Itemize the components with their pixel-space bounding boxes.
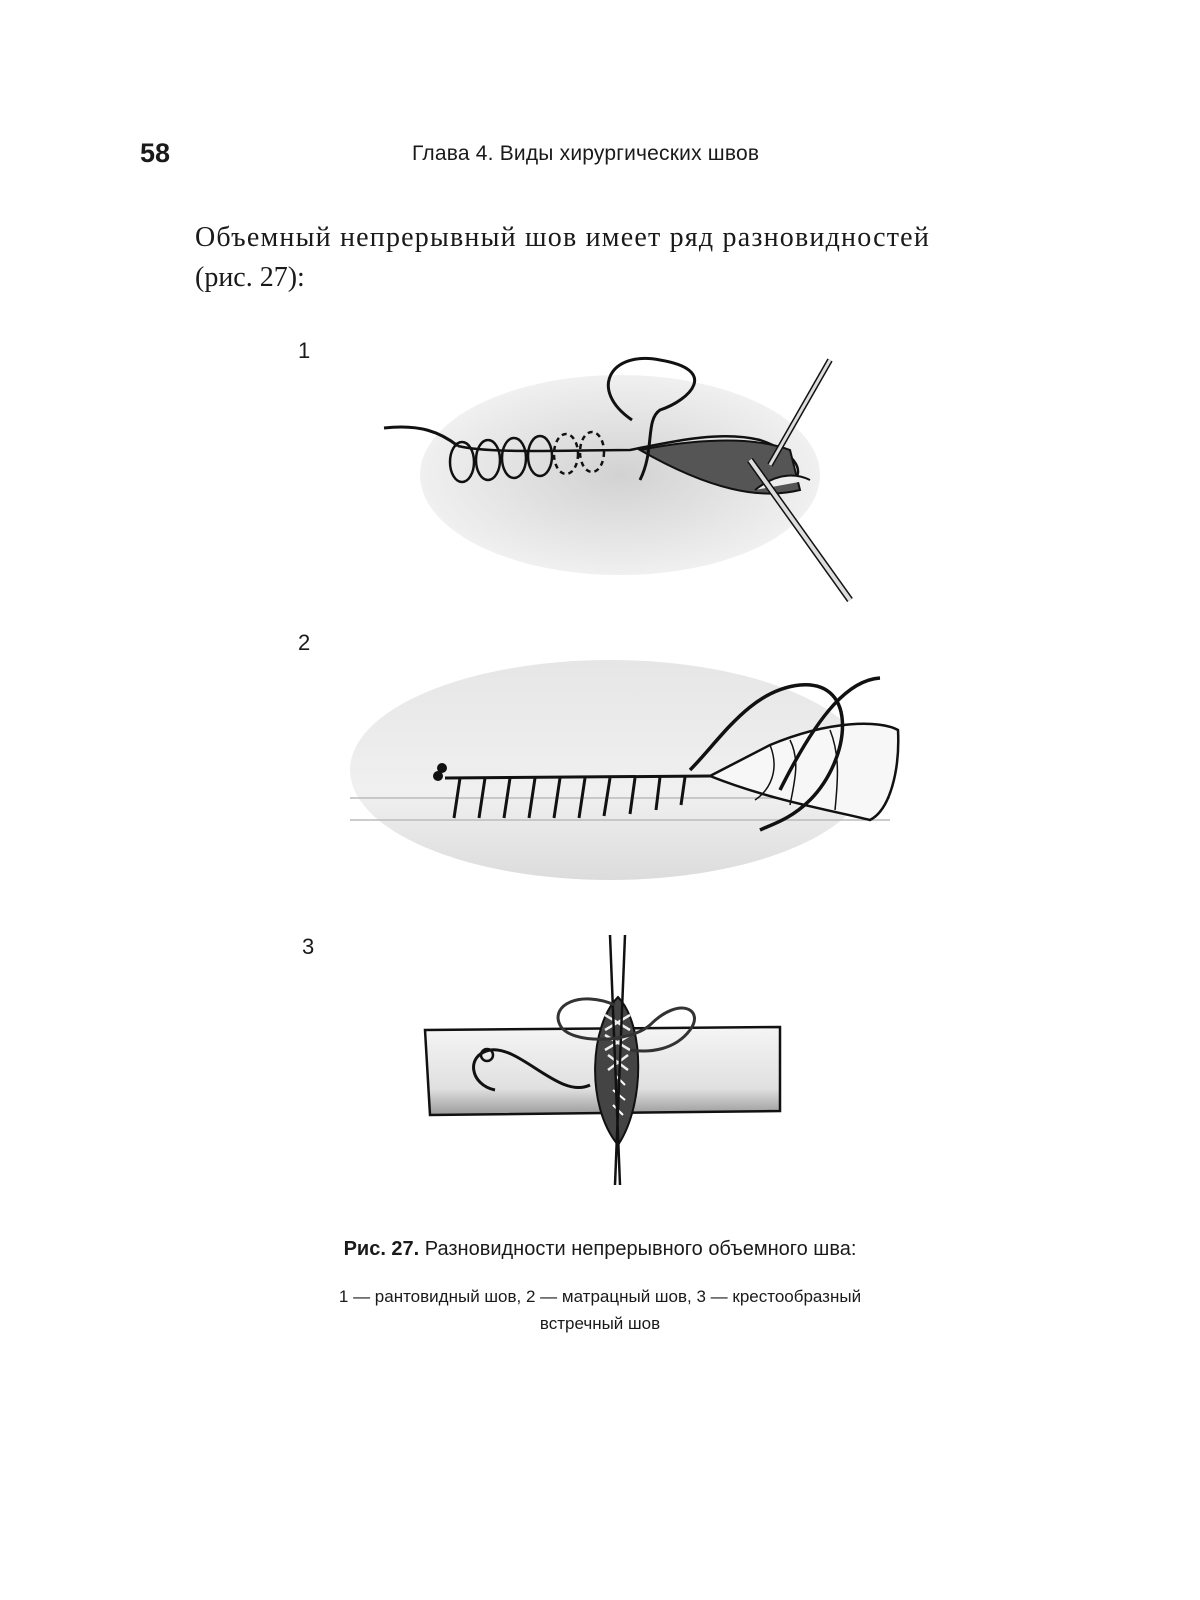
figure-panel-3-illustration: [420, 935, 790, 1190]
figure-caption-description: [0, 1283, 1200, 1337]
running-head: Глава 4. Виды хирургических швов: [412, 142, 760, 165]
figure-caption-line-2: встречный шов: [539, 1314, 661, 1333]
body-line-1: Объемный непрерывный шов имеет ряд разновидностей: [195, 222, 930, 253]
figure-panel-2-illustration: [350, 650, 910, 890]
figure-title: Разновидности непрерывного объемного шва:: [419, 1238, 857, 1260]
figure-label: Рис. 27.: [343, 1238, 420, 1260]
figure-caption-title: [0, 1238, 1200, 1261]
figure-panel-1-illustration: [370, 350, 890, 620]
figure-panel-3-number: 3: [302, 934, 315, 959]
figure-panel-2-number: 2: [298, 630, 311, 655]
body-line-2: (рис. 27):: [195, 262, 305, 293]
page-number: 58: [140, 138, 171, 168]
figure-panel-1-number: 1: [298, 338, 311, 363]
figure-caption-line-1: 1 — рантовидный шов, 2 — матрацный шов, 3 — крестообразный: [338, 1287, 862, 1306]
body-paragraph: [195, 218, 1015, 298]
